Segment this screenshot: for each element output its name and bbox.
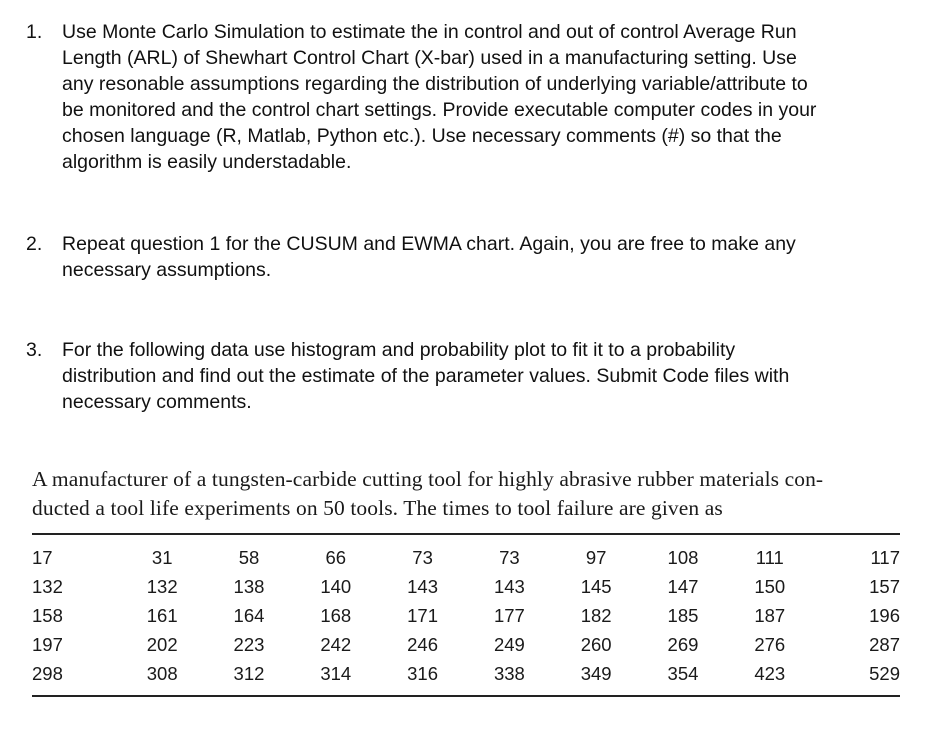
tool-failure-times-table xyxy=(32,543,900,688)
table-cell: 423 xyxy=(754,662,786,684)
table-cell: 316 xyxy=(407,662,439,684)
table-cell: 66 xyxy=(325,546,347,568)
table-cell: 197 xyxy=(32,633,63,655)
table-cell: 185 xyxy=(667,604,699,626)
question-text: Repeat question 1 for the CUSUM and EWMA chart. Again, you are free to make any necessary assumptions. xyxy=(62,233,796,281)
question-1 xyxy=(26,19,916,175)
question-number: 2. xyxy=(26,233,43,255)
table-cell: 182 xyxy=(580,604,612,626)
table-cell: 314 xyxy=(320,662,352,684)
table-cell: 58 xyxy=(238,546,260,568)
table-cell: 97 xyxy=(585,546,607,568)
question-number: 1. xyxy=(26,21,43,43)
question-3 xyxy=(26,337,916,415)
table-cell: 143 xyxy=(407,575,439,597)
table-cell: 287 xyxy=(869,633,900,655)
table-cell: 298 xyxy=(32,662,63,684)
table-cell: 108 xyxy=(667,546,699,568)
table-cell: 529 xyxy=(869,662,900,684)
table-cell: 147 xyxy=(667,575,699,597)
table-cell: 17 xyxy=(32,546,53,568)
table-cell: 246 xyxy=(407,633,439,655)
table-cell: 338 xyxy=(493,662,525,684)
table-cell: 140 xyxy=(320,575,352,597)
table-cell: 249 xyxy=(493,633,525,655)
table-cell: 187 xyxy=(754,604,786,626)
table-cell: 202 xyxy=(146,633,178,655)
table-cell: 171 xyxy=(407,604,439,626)
table-cell: 158 xyxy=(32,604,63,626)
table-cell: 164 xyxy=(233,604,265,626)
table-cell: 312 xyxy=(233,662,265,684)
table-cell: 349 xyxy=(580,662,612,684)
table-bottom-rule xyxy=(32,695,900,697)
table-cell: 223 xyxy=(233,633,265,655)
table-cell: 276 xyxy=(754,633,786,655)
table-cell: 132 xyxy=(146,575,178,597)
table-row xyxy=(32,659,900,688)
table-cell: 260 xyxy=(580,633,612,655)
table-cell: 143 xyxy=(493,575,525,597)
table-cell: 132 xyxy=(32,575,63,597)
table-cell: 269 xyxy=(667,633,699,655)
table-cell: 354 xyxy=(667,662,699,684)
table-cell: 150 xyxy=(754,575,786,597)
table-cell: 161 xyxy=(146,604,178,626)
table-cell: 31 xyxy=(151,546,173,568)
table-cell: 196 xyxy=(869,604,900,626)
table-row xyxy=(32,572,900,601)
table-body xyxy=(32,543,900,688)
table-cell: 177 xyxy=(493,604,525,626)
question-text: Use Monte Carlo Simulation to estimate the in control and out of control Average Run Length (ARL) of Shewhart Control Chart (X-bar) used in a manufacturing setting. Use any resonable assumptions regarding the distribution of underlying variable/attribute to be monitored and the control chart settings. Provide executable computer codes in your chosen language (R, Matlab, Python etc.). Use necessary comments (#) so that the algorithm is easily understadable. xyxy=(62,21,817,173)
textbook-excerpt: A manufacturer of a tungsten-carbide cutting tool for highly abrasive rubber materials con- ducted a tool life experiments on 50 tools. The times to tool failure are given as xyxy=(32,467,824,520)
table-row xyxy=(32,543,900,572)
table-cell: 242 xyxy=(320,633,352,655)
table-cell: 308 xyxy=(146,662,178,684)
table-cell: 168 xyxy=(320,604,352,626)
table-cell: 73 xyxy=(412,546,433,568)
question-number: 3. xyxy=(26,339,43,361)
question-text: For the following data use histogram and probability plot to fit it to a probability distribution and find out the estimate of the parameter values. Submit Code files with necessary comments. xyxy=(62,339,790,413)
table-row xyxy=(32,630,900,659)
table-cell: 138 xyxy=(233,575,265,597)
table-cell: 73 xyxy=(499,546,520,568)
table-cell: 157 xyxy=(869,575,900,597)
table-top-rule xyxy=(32,533,900,535)
question-2 xyxy=(26,231,916,283)
table-cell: 145 xyxy=(580,575,612,597)
table-cell: 111 xyxy=(755,546,784,568)
table-cell: 117 xyxy=(870,546,900,568)
table-row xyxy=(32,601,900,630)
